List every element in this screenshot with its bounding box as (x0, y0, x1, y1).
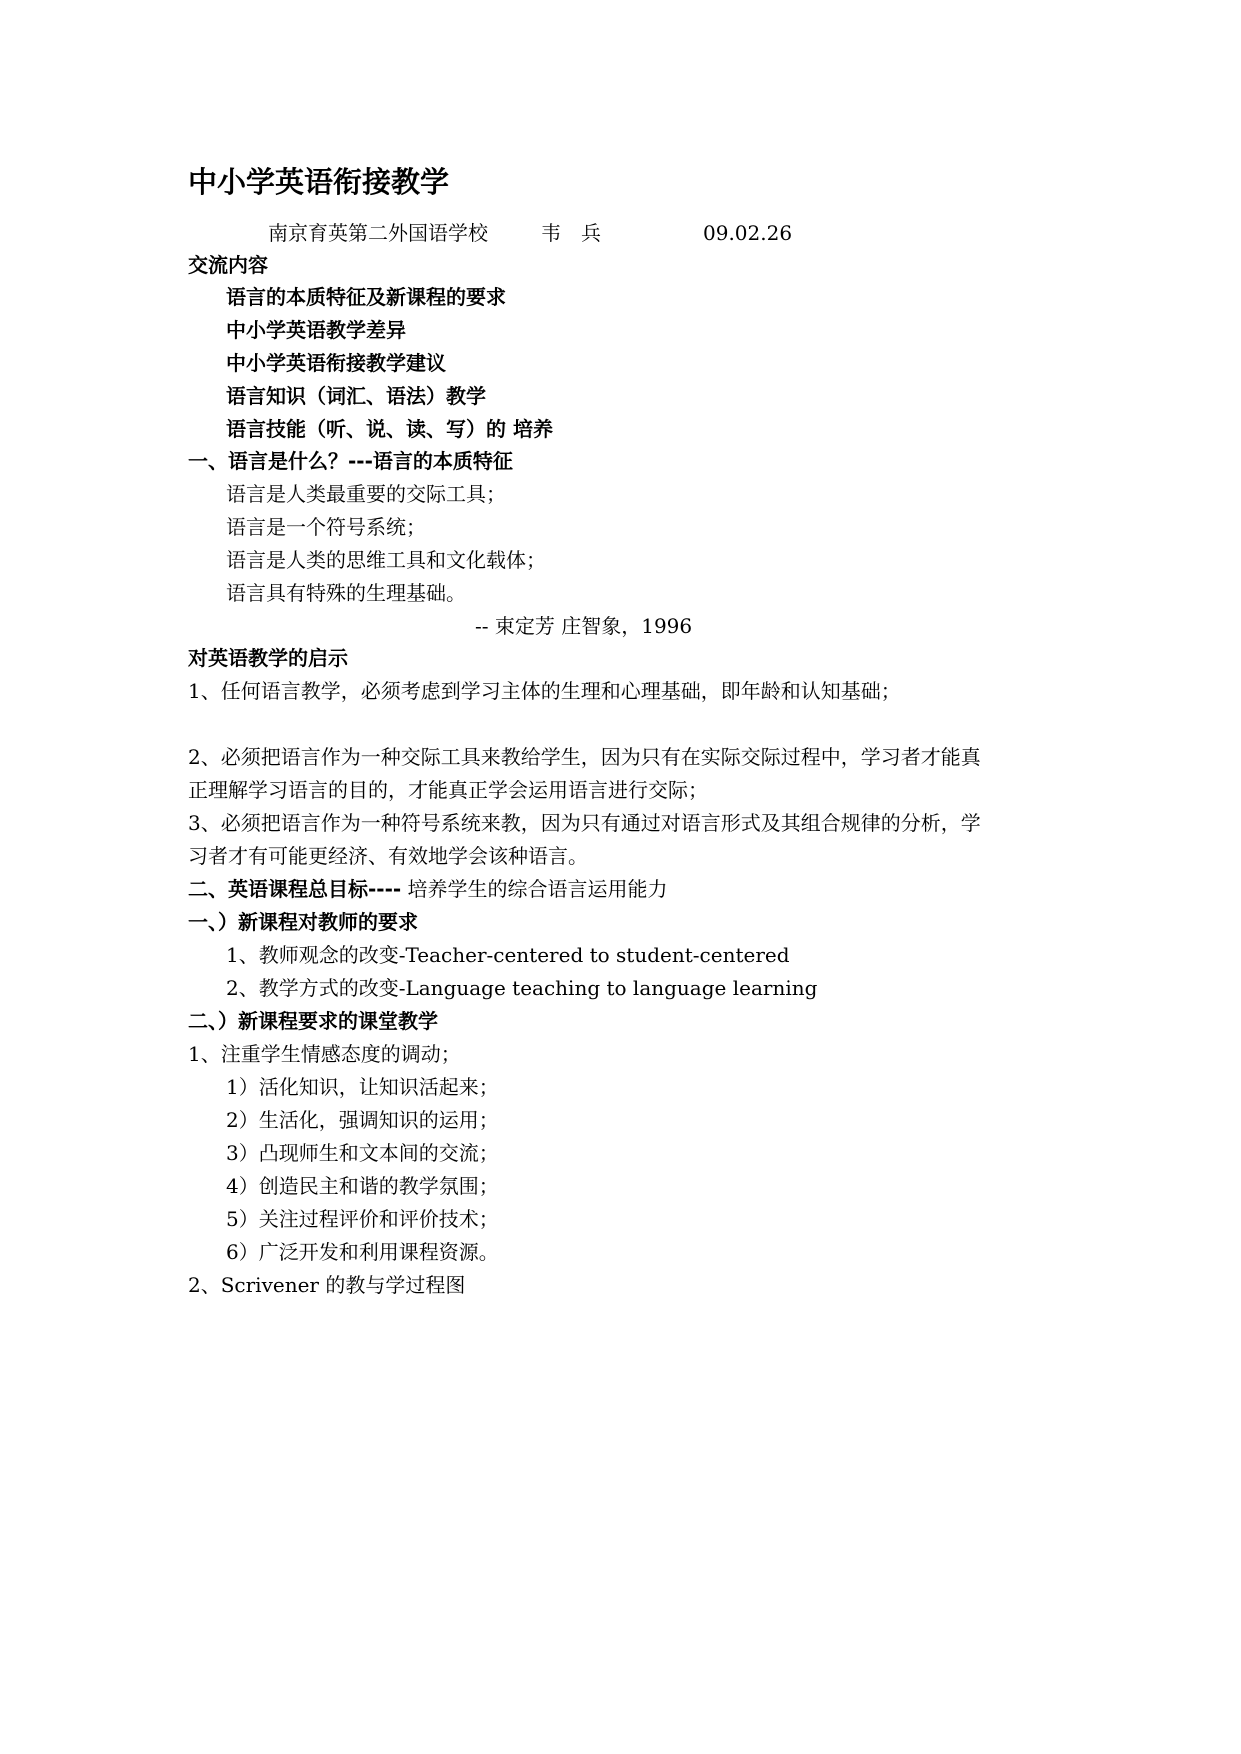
classroom-subpoint: 2）生活化，强调知识的运用； (226, 1108, 499, 1132)
byline-date: 09.02.26 (703, 221, 793, 245)
toc-heading: 交流内容 (188, 253, 268, 277)
teacher-requirement: 2、教学方式的改变-Language teaching to language learning (226, 976, 818, 1000)
section-heading-goal: 培养学生的综合语言运用能力 (401, 877, 668, 901)
section-heading: 一、语言是什么？---语言的本质特征 (188, 449, 513, 473)
subsection-heading: 二、）新课程要求的课堂教学 (188, 1009, 438, 1033)
document-title: 中小学英语衔接教学 (188, 165, 450, 199)
section-heading (188, 876, 668, 902)
implication-item-continued: 习者才有可能更经济、有效地学会该种语言。 (188, 844, 588, 868)
classroom-subpoint: 4）创造民主和谐的教学氛围； (226, 1174, 499, 1198)
teacher-requirement: 1、教师观念的改变-Teacher-centered to student-centered (226, 943, 790, 967)
toc-item: 语言的本质特征及新课程的要求 (226, 285, 506, 309)
classroom-subpoint: 3）凸现师生和文本间的交流； (226, 1141, 499, 1165)
implications-heading: 对英语教学的启示 (188, 646, 348, 670)
subsection-heading: 一、）新课程对教师的要求 (188, 910, 418, 934)
classroom-subpoint: 6）广泛开发和利用课程资源。 (226, 1240, 499, 1264)
toc-item: 中小学英语教学差异 (226, 318, 406, 342)
classroom-point: 1、注重学生情感态度的调动； (188, 1042, 461, 1066)
citation: -- 束定芳 庄智象，1996 (475, 614, 693, 638)
nature-point: 语言是人类最重要的交际工具； (226, 482, 506, 506)
nature-point: 语言具有特殊的生理基础。 (226, 581, 466, 605)
byline-school: 南京育英第二外国语学校 (268, 221, 488, 245)
implication-item-continued: 正理解学习语言的目的，才能真正学会运用语言进行交际； (188, 778, 708, 802)
implication-item: 2、必须把语言作为一种交际工具来教给学生，因为只有在实际交际过程中，学习者才能真 (188, 745, 981, 769)
section-heading-label: 二、英语课程总目标---- (188, 877, 402, 901)
nature-point: 语言是人类的思维工具和文化载体； (226, 548, 546, 572)
toc-item: 语言技能（听、说、读、写）的 培养 (226, 417, 553, 441)
byline-author: 韦 兵 (541, 221, 601, 245)
implication-item: 3、必须把语言作为一种符号系统来教，因为只有通过对语言形式及其组合规律的分析，学 (188, 811, 981, 835)
nature-point: 语言是一个符号系统； (226, 515, 426, 539)
classroom-point: 2、Scrivener 的教与学过程图 (188, 1273, 466, 1297)
classroom-subpoint: 5）关注过程评价和评价技术； (226, 1207, 499, 1231)
toc-item: 中小学英语衔接教学建议 (226, 351, 446, 375)
implication-item: 1、任何语言教学，必须考虑到学习主体的生理和心理基础，即年龄和认知基础； (188, 679, 901, 703)
toc-item: 语言知识（词汇、语法）教学 (226, 384, 486, 408)
classroom-subpoint: 1）活化知识，让知识活起来； (226, 1075, 499, 1099)
